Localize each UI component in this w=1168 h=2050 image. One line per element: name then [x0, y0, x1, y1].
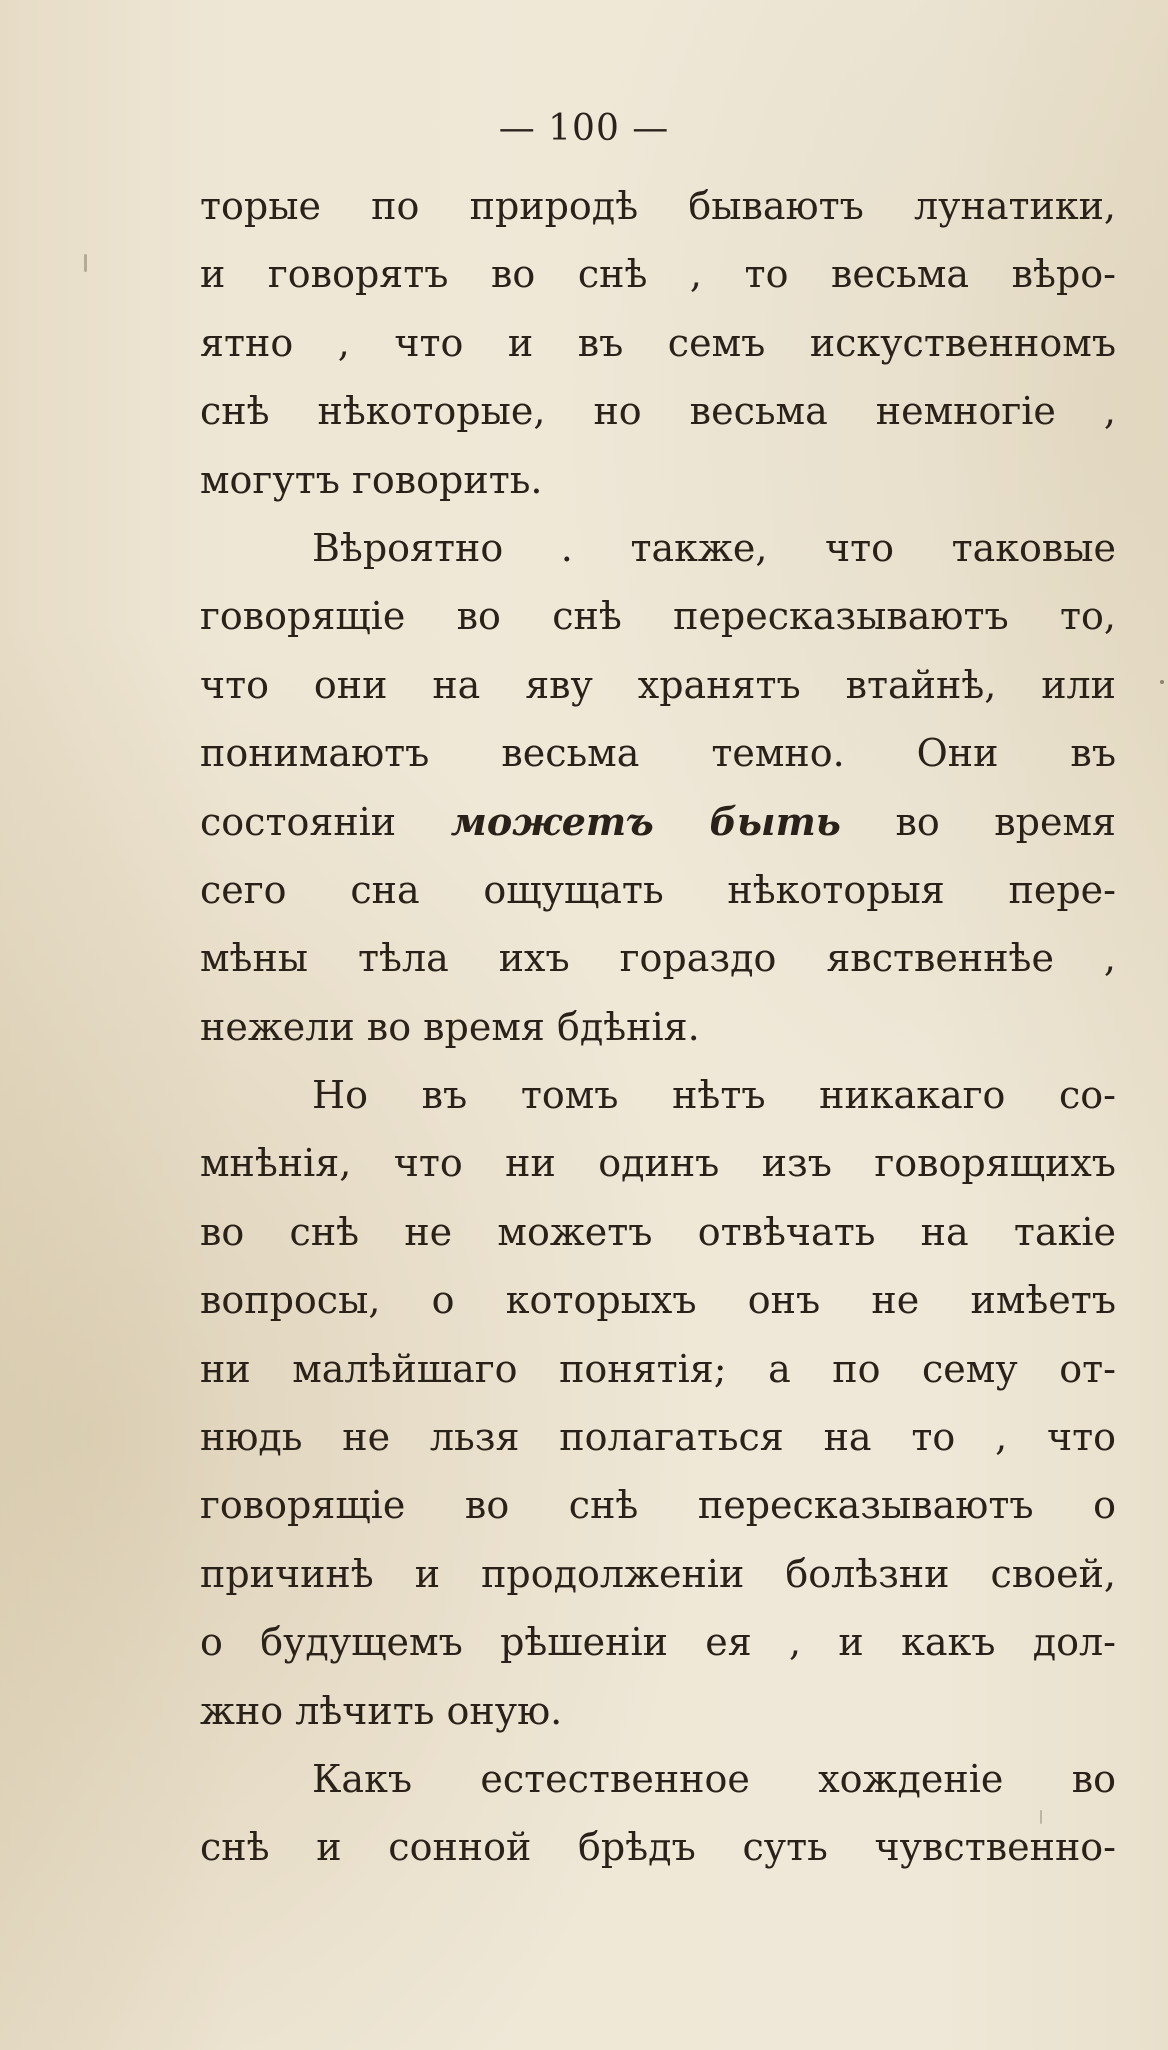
text-line: что они на яву хранятъ втайнѣ, или [200, 662, 1116, 707]
text-line: понимаютъ весьма темно. Они въ [200, 731, 1116, 776]
text-line-with-italic [200, 788, 1116, 856]
text-line: торые по природѣ бываютъ лунатики, [200, 184, 1116, 228]
text-line: говорящіе во снѣ пересказываютъ то, [200, 594, 1116, 639]
text-line: жно лѣчить оную. [200, 1688, 563, 1733]
text-line: вопросы, о которыхъ онъ не имѣетъ [200, 1278, 1116, 1323]
text-line: нюдь не льзя полагаться на то , что [200, 1415, 1116, 1460]
text-line: нежели во время бдѣнія. [200, 1004, 700, 1049]
text-line: снѣ и сонной брѣдъ суть чувственно- [200, 1825, 1116, 1870]
body-text [200, 172, 1116, 1882]
text-line: о будущемъ рѣшеніи ея , и какъ дол- [200, 1620, 1116, 1665]
text-line: сего сна ощущать нѣкоторыя пере- [200, 867, 1116, 912]
page-number: — 100 — [498, 108, 670, 149]
text-line: во снѣ не можетъ отвѣчать на такіе [200, 1209, 1116, 1254]
text-line: Вѣроятно . также, что таковые [312, 525, 1116, 570]
text-line: мѣны тѣла ихъ гораздо явственнѣе , [200, 936, 1116, 981]
italic-phrase: можетъ быть [450, 798, 841, 844]
text-line: ни малѣйшаго понятія; а по сему от- [200, 1346, 1116, 1391]
text-line: Какъ естественное хожденіе во [312, 1756, 1116, 1801]
margin-speck [1160, 680, 1164, 684]
margin-mark [84, 254, 87, 272]
text-line: могутъ говорить. [200, 457, 543, 502]
text-line: и говорятъ во снѣ , то весьма вѣро- [200, 252, 1116, 297]
text-line: снѣ нѣкоторые, но весьма немногіе , [200, 389, 1116, 434]
text-line: мнѣнія, что ни одинъ изъ говорящихъ [200, 1141, 1116, 1186]
text-line: говорящіе во снѣ пересказываютъ о [200, 1483, 1116, 1528]
text-line: состояніи можетъ быть во время [200, 798, 1117, 844]
text-line: Но въ томъ нѣтъ никакаго со- [312, 1073, 1116, 1118]
text-line: ятно , что и въ семъ искуственномъ [200, 320, 1116, 365]
text-line: причинѣ и продолженіи болѣзни своей, [200, 1551, 1116, 1596]
